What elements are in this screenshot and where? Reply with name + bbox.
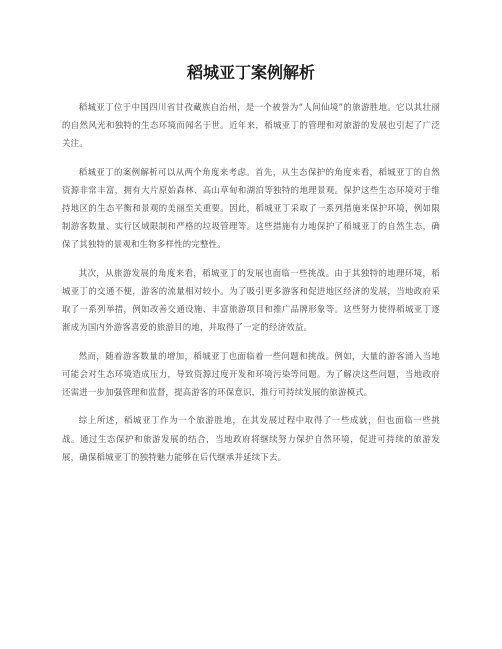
paragraph-conclusion: 综上所述，稻城亚丁作为一个旅游胜地，在其发展过程中取得了一些成就，但也面临一些挑战。通过生态保护和旅游发展的结合，当地政府将继续努力保护自然环境，促进可持续的旅游发展，确保稻城亚丁的独特魅力能够在后代继承并延续下去。 [62, 415, 440, 462]
paragraph-intro: 稻城亚丁位于中国四川省甘孜藏族自治州，是一个被誉为“人间仙境”的旅游胜地。它以其壮丽的自然风光和独特的生态环境而闻名于世。近年来，稻城亚丁的管理和对旅游的发展也引起了广泛关注。 [62, 102, 440, 149]
paragraph-ecology: 稻城亚丁的案例解析可以从两个角度来考虑。首先，从生态保护的角度来看，稻城亚丁的自然资源非常丰富，拥有大片原始森林、高山草甸和湖泊等独特的地理景观。保护这些生态环境对于维持地区的生态平衡和景观的美丽至关重要。因此，稻城亚丁采取了一系列措施来保护环境，例如限制游客数量、实行区域限制和严格的垃圾管理等。这些措施有力地保护了稻城亚丁的自然生态，确保了其独特的景观和生物多样性的完整性。 [62, 166, 440, 250]
paragraph-tourism: 其次，从旅游发展的角度来看，稻城亚丁的发展也面临一些挑战。由于其独特的地理环境，稻城亚丁的交通不便，游客的流量相对较小。为了吸引更多游客和促进地区经济的发展，当地政府采取了一系列举措，例如改善交通设施、丰富旅游项目和推广品牌形象等。这些努力使得稻城亚丁逐渐成为国内外游客喜爱的旅游目的地，并取得了一定的经济效益。 [62, 267, 440, 333]
document-body [62, 98, 440, 476]
paragraph-challenges: 然而，随着游客数量的增加，稻城亚丁也面临着一些问题和挑战。例如，大量的游客涌入当地可能会对生态环境造成压力，导致资源过度开发和环境污染等问题。为了解决这些问题，当地政府还需进一步加强管理和监督，提高游客的环保意识，推行可持续发展的旅游模式。 [62, 350, 440, 397]
document-title: 稻城亚丁案例解析 [186, 63, 315, 82]
